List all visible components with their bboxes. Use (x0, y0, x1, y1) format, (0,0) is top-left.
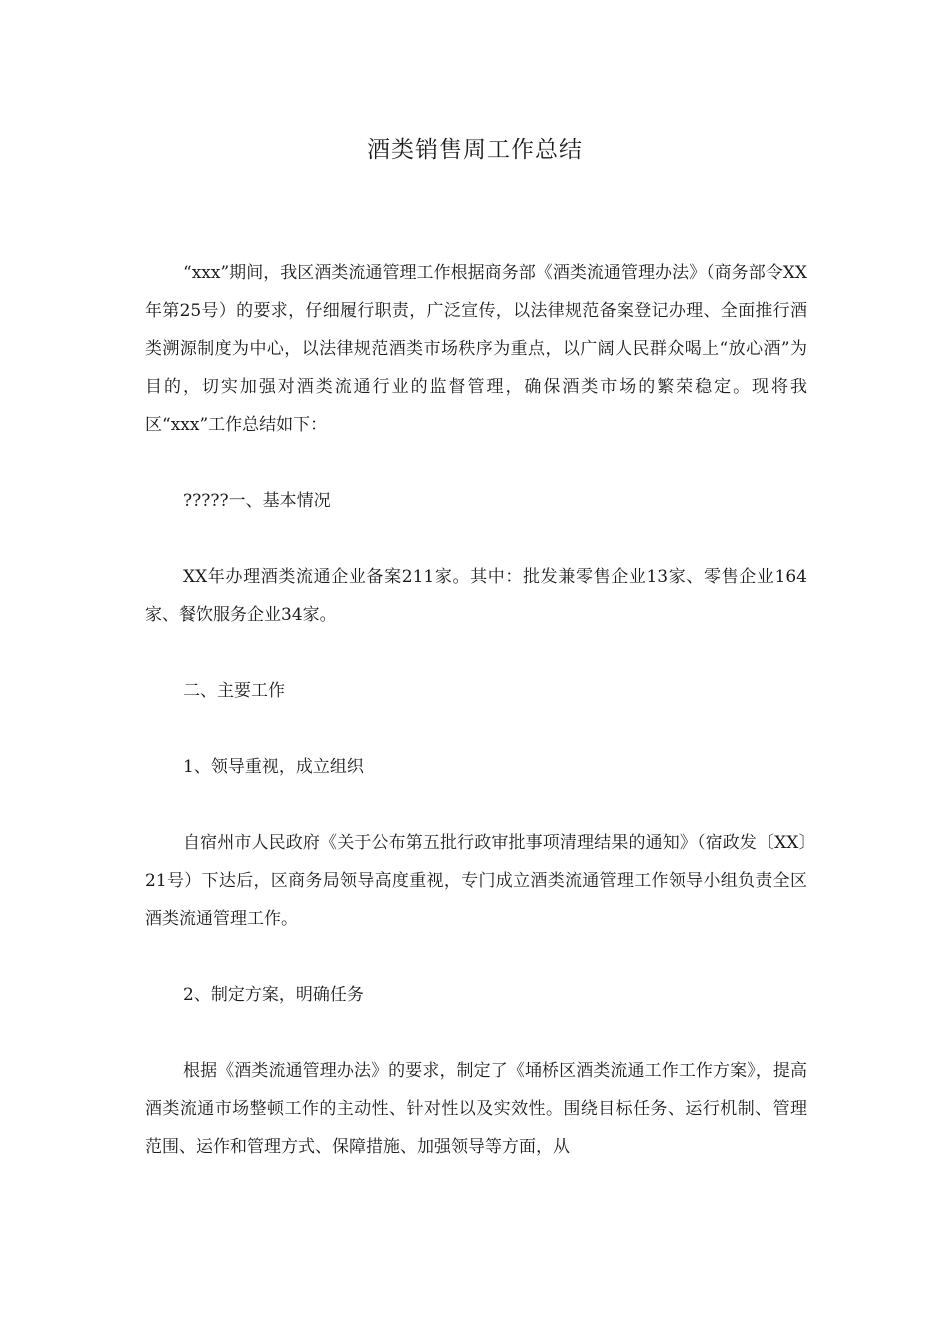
paragraph-plan: 根据《酒类流通管理办法》的要求，制定了《埇桥区酒类流通工作工作方案》，提高酒类流通市场整顿工作的主动性、针对性以及实效性。围绕目标任务、运行机制、管理范围、运作和管理方式、保障措施、加强领导等方面，从 (145, 1061, 807, 1157)
document-title: 酒类销售周工作总结 (367, 137, 583, 163)
paragraph-leadership: 自宿州市人民政府《关于公布第五批行政审批事项清理结果的通知》（宿政发〔XX〕21号）下达后，区商务局领导高度重视，专门成立酒类流通管理工作领导小组负责全区酒类流通管理工作。 (145, 833, 807, 929)
subheading-plan: 2、制定方案，明确任务 (183, 985, 364, 1005)
document-body (145, 254, 807, 1166)
heading-basic-situation: ?????一、基本情况 (183, 491, 331, 511)
paragraph-basic-situation: XX年办理酒类流通企业备案211家。其中：批发兼零售企业13家、零售企业164家、餐饮服务企业34家。 (145, 567, 807, 625)
subheading-leadership: 1、领导重视，成立组织 (183, 757, 364, 777)
heading-main-work: 二、主要工作 (183, 681, 285, 701)
paragraph-intro: “xxx”期间，我区酒类流通管理工作根据商务部《酒类流通管理办法》（商务部令XX年第25号）的要求，仔细履行职责，广泛宣传，以法律规范备案登记办理、全面推行酒类溯源制度为中心，以法律规范酒类市场秩序为重点，以广阔人民群众喝上“放心酒”为目的，切实加强对酒类流通行业的监督管理，确保酒类市场的繁荣稳定。现将我区“xxx”工作总结如下： (145, 263, 807, 435)
